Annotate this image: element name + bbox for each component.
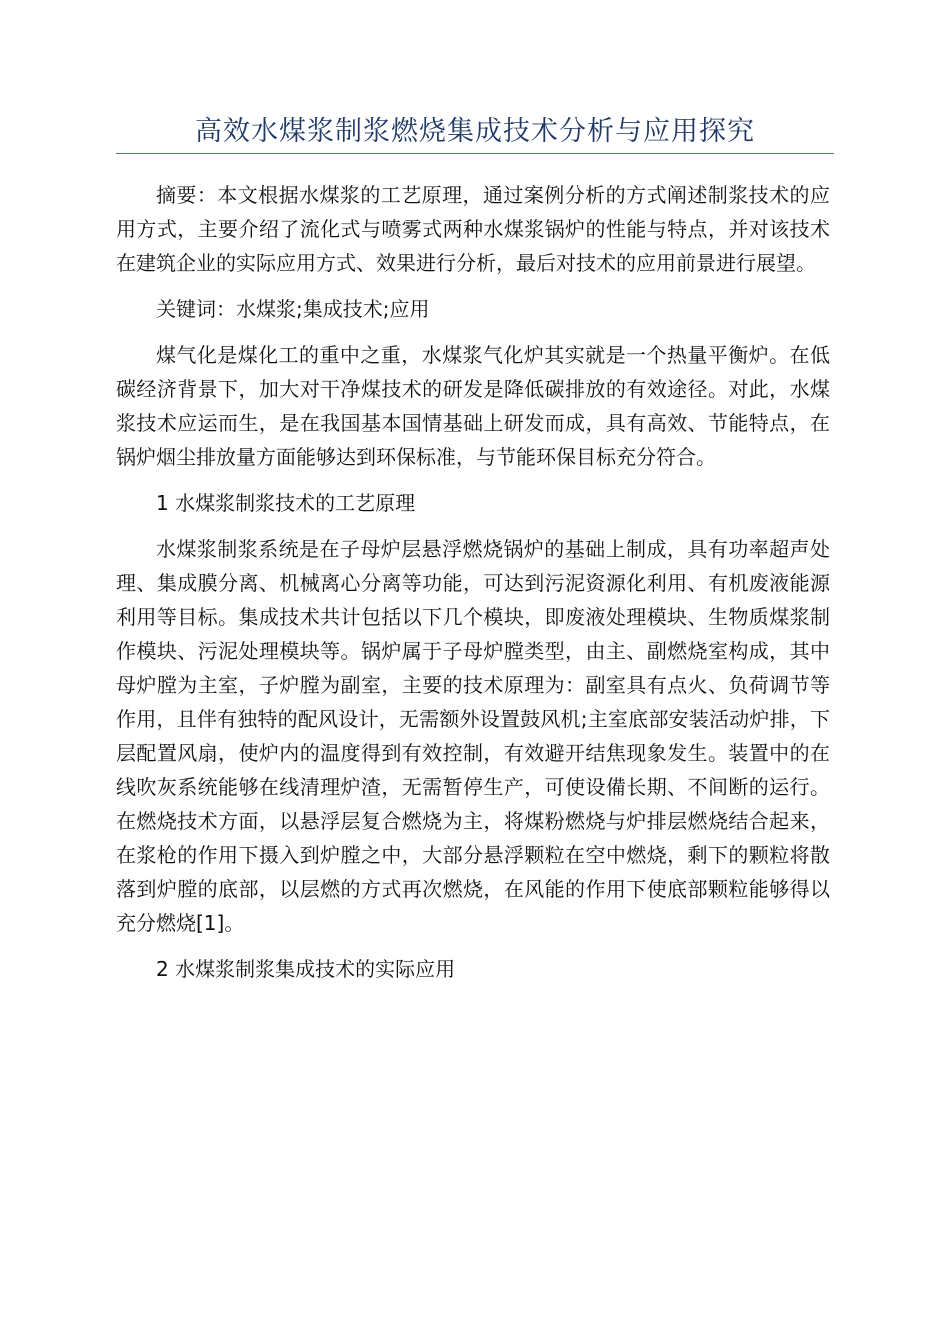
section-1-paragraph: 水煤浆制浆系统是在子母炉层悬浮燃烧锅炉的基础上制成，具有功率超声处理、集成膜分离、机械离心分离等功能，可达到污泥资源化利用、有机废液能源利用等目标。集成技术共计包括以下几个模块，即废液处理模块、生物质煤浆制作模块、污泥处理模块等。锅炉属于子母炉膛类型，由主、副燃烧室构成，其中母炉膛为主室，子炉膛为副室，主要的技术原理为：副室具有点火、负荷调节等作用，且伴有独特的配风设计，无需额外设置鼓风机;主室底部安装活动炉排，下层配置风扇，使炉内的温度得到有效控制，有效避开结焦现象发生。装置中的在线吹灰系统能够在线清理炉渣，无需暂停生产，可使设備长期、不间断的运行。在燃烧技术方面，以悬浮层复合燃烧为主，将煤粉燃烧与炉排层燃烧结合起来，在浆枪的作用下摄入到炉膛之中，大部分悬浮颗粒在空中燃烧，剩下的颗粒将散落到炉膛的底部，以层燃的方式再次燃烧，在风能的作用下使底部颗粒能够得以充分燃烧[1]。 (116, 537, 830, 935)
section-2-heading: 2 水煤浆制浆集成技术的实际应用 (156, 957, 456, 981)
keywords-paragraph: 关键词：水煤浆;集成技术;应用 (156, 297, 430, 321)
document-title: 高效水煤浆制浆燃烧集成技术分析与应用探究 (195, 116, 755, 147)
document-body (116, 178, 830, 998)
intro-paragraph: 煤气化是煤化工的重中之重，水煤浆气化炉其实就是一个热量平衡炉。在低碳经济背景下，加大对干净煤技术的研发是降低碳排放的有效途径。对此，水煤浆技术应运而生，是在我国基本国情基础上研发而成，具有高效、节能特点，在锅炉烟尘排放量方面能够达到环保标准，与节能环保目标充分符合。 (116, 343, 830, 469)
abstract-paragraph: 摘要：本文根据水煤浆的工艺原理，通过案例分析的方式阐述制浆技术的应用方式，主要介绍了流化式与喷雾式两种水煤浆锅炉的性能与特点，并对该技术在建筑企业的实际应用方式、效果进行分析，最后对技术的应用前景进行展望。 (116, 183, 830, 275)
title-underline (116, 153, 834, 154)
section-1-heading: 1 水煤浆制浆技术的工艺原理 (156, 491, 416, 515)
